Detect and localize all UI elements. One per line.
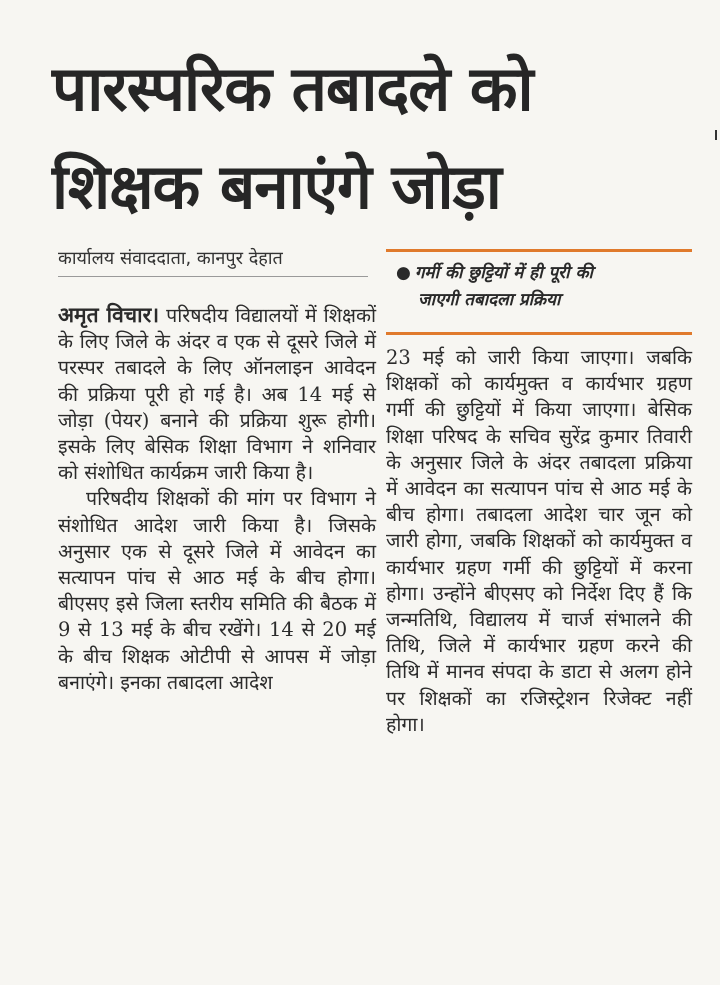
article-column-right bbox=[386, 345, 692, 738]
byline: कार्यालय संवाददाता, कानपुर देहात bbox=[58, 248, 283, 269]
article-column-left bbox=[58, 302, 376, 696]
article-paragraph-2: परिषदीय शिक्षकों की मांग पर विभाग ने संशोधित आदेश जारी किया है। जिसके अनुसार एक से दूसरे जिले में आवेदन का सत्यापन पांच से आठ मई के बीच होगा। बीएसए इसे जिला स्तरीय समिति की बैठक में 9 से 13 मई के बीच रखेंगे। 14 से 20 मई के बीच शिक्षक ओटीपी से आपस में जोड़ा बनाएंगे। इनका तबादला आदेश bbox=[58, 487, 376, 694]
highlight-line-2: जाएगी तबादला प्रक्रिया bbox=[418, 290, 561, 310]
byline-divider bbox=[58, 276, 368, 277]
headline bbox=[52, 40, 712, 236]
highlight-box bbox=[386, 249, 692, 335]
bullet-icon: ● bbox=[396, 263, 411, 283]
highlight-line-1: गर्मी की छुट्टियों में ही पूरी की bbox=[414, 263, 593, 283]
article-paragraph-3: 23 मई को जारी किया जाएगा। जबकि शिक्षकों को कार्यमुक्त व कार्यभार ग्रहण गर्मी की छुट्टियों में किया जाएगा। बेसिक शिक्षा परिषद के सचिव सुरेंद्र कुमार तिवारी के अनुसार जिले के अंदर तबादला प्रक्रिया में आवेदन का सत्यापन पांच से आठ मई के बीच होगा। तबादला आदेश चार जून को जारी होगा, जबकि शिक्षकों को कार्यमुक्त व कार्यभार ग्रहण गर्मी की छुट्टियों में करना होगा। उन्होंने बीएसए को निर्देश दिए हैं कि जन्मतिथि, विद्यालय में चार्ज संभालने की तिथि, जिले में कार्यभार ग्रहण करने की तिथि में मानव संपदा के डाटा से अलग होने पर शिक्षकों का रजिस्ट्रेशन रिजेक्ट नहीं होगा। bbox=[386, 346, 692, 736]
column-edge-mark bbox=[715, 130, 717, 140]
headline-line-1: पारस्परिक तबादले को bbox=[52, 52, 533, 125]
headline-line-2: शिक्षक बनाएंगे जोड़ा bbox=[52, 150, 501, 223]
article-paragraph-1 bbox=[58, 302, 376, 486]
article-lead: अमृत विचार। bbox=[58, 303, 160, 327]
article-paragraph-1-text: परिषदीय विद्यालयों में शिक्षकों के लिए जिले के अंदर व एक से दूसरे जिले में परस्पर तबादले के लिए ऑनलाइन आवेदन की प्रक्रिया पूरी हो गई है। अब 14 मई से जोड़ा (पेयर) बनाने की प्रक्रिया शुरू होगी। इसके लिए बेसिक शिक्षा विभाग ने शनिवार को संशोधित कार्यक्रम जारी किया है। bbox=[58, 304, 376, 485]
